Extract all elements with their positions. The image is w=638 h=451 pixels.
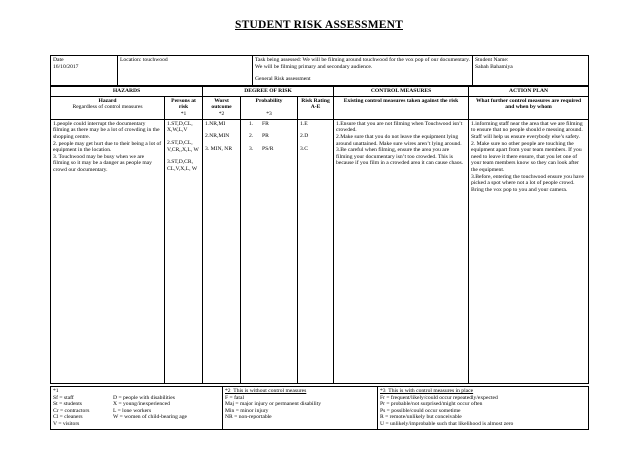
date-cell (51, 56, 118, 86)
location-cell (118, 56, 253, 86)
col-further (469, 96, 589, 119)
col-worst (203, 96, 241, 119)
key-persons-right (113, 395, 187, 428)
key-persons-left (53, 395, 113, 428)
further-controls-text: 1.informing staff near the area that we are filming to ensure that no people should e messing around. Staff will help us ensure everybody else’s safety. 2. Make sure no other people are touching the equipment apart from your team members. If you need to leave it there ensure, that you let one of your team members know so they can look after the equipment. 3.Before, entering the touchwood ensure you have picked a spot where not a lot of people crowd. Bring the vox pop to you and your camera. (471, 120, 584, 193)
key-line: U = unlikely/improbable such that likelihood is almost zero (380, 420, 514, 427)
persons-cell (165, 119, 203, 383)
key-line: Fr = frequent/likely/could occur repeatedly/expected (380, 394, 498, 401)
page-title: STUDENT RISK ASSESSMENT (234, 19, 403, 31)
existing-controls-text: 1.Ensure that you are not filming when Touchwood isn’t crowded. 2.Make sure that you do not leave the equipment lying around unattained. Make sure wires aren’t lying around. 3.Be careful when filming, ensure the area you are filming your documentary isn’t too crowded. This is because if you film in a crowded area it can cause chaos. (336, 120, 464, 167)
probability-item (249, 133, 295, 140)
col-probability-note: *3 (266, 111, 272, 118)
worst-item: 1.NR,MI (205, 120, 226, 127)
key-probability-heading: *3 This is with control measures in place (380, 388, 474, 394)
student-cell (473, 56, 589, 86)
col-hazard-label: Hazard (98, 97, 117, 104)
key-line: V = visitors (53, 420, 80, 427)
col-existing-label: Existing control measures taken against the risk (343, 97, 459, 104)
probability-value: PR (262, 133, 269, 140)
col-hazard (51, 96, 165, 119)
key-line: D = people with disabilities (113, 394, 175, 401)
hazard-item: 2. people may get hurt due to their being a lot of equipment in the location. (53, 140, 163, 154)
existing-controls-cell (334, 119, 469, 383)
probability-cell (241, 119, 298, 383)
key-line: F = fatal (225, 394, 244, 401)
persons-item: 1.ST,D,CL, X,W,L,V (167, 120, 195, 134)
risk-item: 2.D (300, 133, 309, 140)
hazard-item: 3. Touchwood may be busy when we are filming so it may be a danger as people may crowd our documentary. (53, 153, 154, 173)
task-value: We will be filming around touchwood for the vox pop of our documentary. We will be filming primary and secondary audience. (255, 57, 470, 70)
key-probability (378, 387, 589, 430)
hazard-cell (51, 119, 165, 383)
task-cell (253, 56, 473, 86)
student-value: Sabah Bahamiya (475, 63, 513, 70)
key-persons (51, 387, 223, 430)
col-existing (334, 96, 469, 119)
section-action-plan: ACTION PLAN (469, 87, 589, 97)
key-line: Cl = cleaners (53, 414, 83, 421)
task-label: Task being assessed: (255, 57, 302, 63)
col-probability-label: Probability (255, 97, 283, 104)
info-table (50, 55, 589, 86)
col-further-label: What further control measures are required and when by whom (475, 97, 583, 111)
key-table (50, 386, 589, 430)
section-control-measures: CONTROL MEASURES (334, 87, 469, 97)
col-worst-label: Worst outcome (211, 97, 232, 111)
probability-value: FR (262, 120, 269, 127)
key-line: X = young/inexperienced (113, 401, 170, 408)
table-row (51, 119, 589, 383)
risk-item: 3.C (300, 145, 308, 152)
key-line: NR = non-reportable (225, 414, 272, 421)
key-line: St = students (53, 401, 82, 408)
probability-item (249, 121, 295, 128)
key-line: Min = minor injury (225, 407, 269, 414)
key-line: Cr = contractors (53, 407, 90, 414)
col-probability (241, 96, 298, 119)
probability-value: PS/R (262, 145, 274, 152)
general-risk-label: General Risk assessment (255, 76, 311, 83)
date-value: 16/10/2017 (53, 63, 79, 70)
persons-item: 3.ST,D,CR, CL,V,X,L, W (167, 159, 198, 172)
risk-cell (298, 119, 334, 383)
probability-item (249, 146, 295, 153)
persons-item: 2.ST,D,CL, V,CR,,X,L, W (167, 139, 199, 153)
section-hazards: HAZARDS (51, 87, 203, 97)
date-label: Date (53, 57, 64, 63)
further-controls-cell (469, 119, 589, 383)
risk-table (50, 86, 589, 384)
probability-number: 2. (249, 133, 254, 140)
key-line: W = women of child-bearing age (113, 414, 188, 421)
key-line: R = remote/unlikely but conceivable (380, 414, 462, 421)
section-degree-of-risk: DEGREE OF RISK (203, 87, 334, 97)
key-line: Pr = probable/not surprised/might occur often (380, 401, 483, 408)
key-outcome-heading: *2 This is without control measures (225, 388, 307, 394)
location-value: touchwood (142, 57, 168, 63)
probability-number: 1. (249, 120, 254, 127)
col-risk-sub: A-E (310, 104, 321, 111)
col-risk (298, 96, 334, 119)
student-label: Student Name: (475, 57, 509, 63)
risk-item: 1.E (300, 120, 308, 127)
worst-cell (203, 119, 241, 383)
probability-number: 3. (249, 145, 254, 152)
key-line: Sf = staff (53, 394, 74, 401)
key-outcome (223, 387, 378, 430)
location-label: Location: (120, 57, 142, 63)
col-persons (165, 96, 203, 119)
key-line: Ps = possible/could occur sometime (380, 407, 461, 414)
key-line: Maj = major injury or permanent disability (225, 401, 322, 408)
col-hazard-sub: Regardless of control measures (72, 104, 143, 111)
col-persons-label: Persons at risk (171, 97, 198, 111)
col-risk-label: Risk Rating (301, 97, 330, 104)
worst-item: 3. MIN, NR (205, 145, 233, 152)
hazard-item: 1.people could interrupt the documentary filming as there may be a lot of crowding in the shopping centre. (53, 120, 161, 140)
key-persons-heading: *1 (53, 388, 59, 394)
col-persons-note: *1 (180, 110, 187, 117)
col-worst-note: *2 (218, 110, 225, 117)
key-line: L = lone workers (113, 407, 152, 414)
worst-item: 2.NR,MIN (205, 133, 230, 140)
